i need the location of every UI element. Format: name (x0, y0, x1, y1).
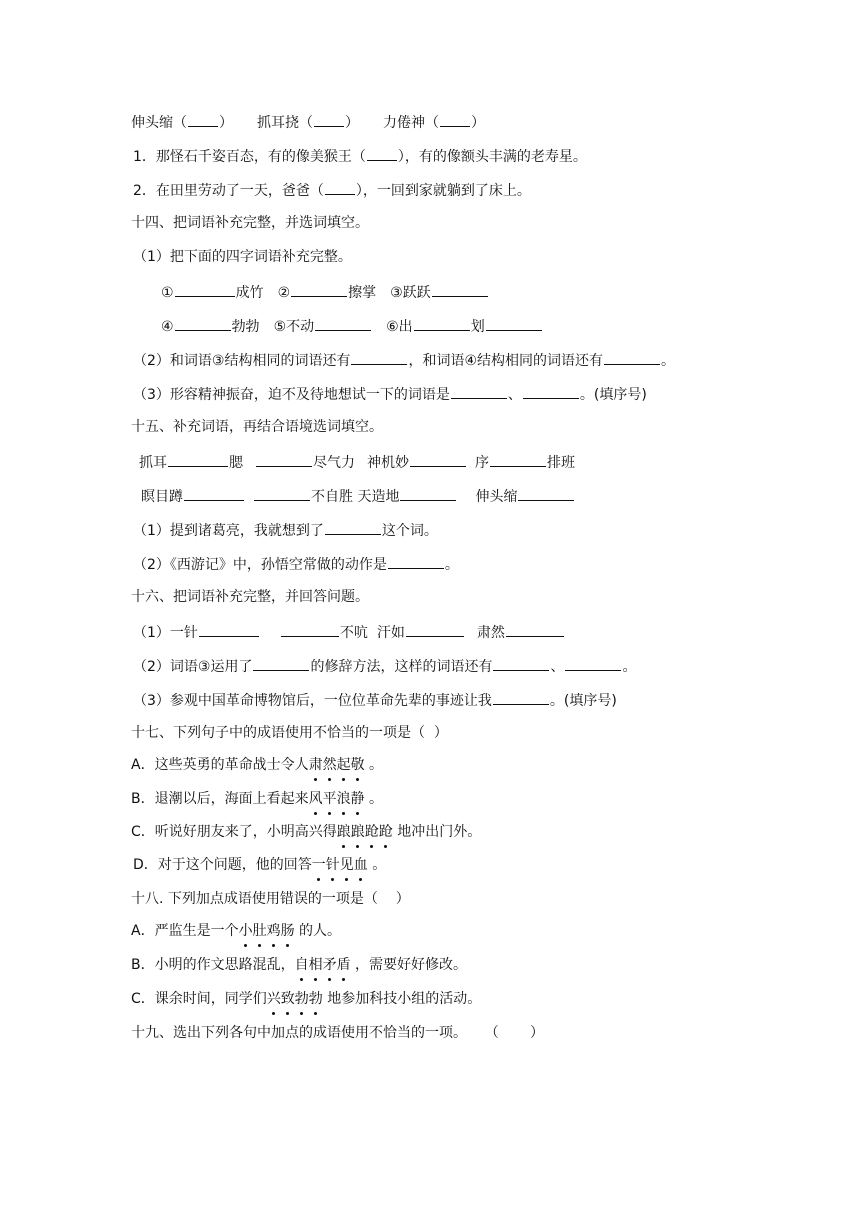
text-fragment: 。 (364, 757, 384, 773)
text-fragment: 。(填序号) (579, 387, 647, 403)
dotted-char: 肃 (308, 757, 323, 773)
text-fragment: （1）提到诸葛亮，我就想到了 (133, 523, 324, 539)
answer-blank[interactable] (188, 111, 218, 127)
answer-blank[interactable] (168, 451, 228, 467)
dotted-idiom (309, 791, 365, 807)
text-fragment: 伸头缩（ (131, 115, 187, 131)
text-fragment: C．课余时间，同学们 (131, 991, 267, 1007)
dotted-char: 跄 (378, 824, 393, 840)
option-17-c (131, 822, 481, 842)
section-14-heading: 十四、把词语补充完整，并选词填空。 (131, 215, 369, 231)
text-fragment: B．退潮以后，海面上看起来 (131, 791, 309, 807)
text-fragment: 勃勃 (231, 319, 260, 335)
text-fragment: ），有的像额头丰满的老寿星。 (397, 149, 587, 165)
dotted-char: 浪 (336, 791, 351, 807)
answer-blank[interactable] (351, 349, 407, 365)
answer-blank[interactable] (388, 553, 444, 569)
dotted-char: 然 (322, 757, 337, 773)
section-17-heading: 十七、下列句子中的成语使用不恰当的一项是（ ） (131, 725, 448, 741)
answer-blank[interactable] (367, 145, 397, 161)
answer-blank[interactable] (406, 621, 464, 637)
text-fragment: D．对于这个问题，他的回答 (133, 857, 312, 873)
section-19-heading: 十九、选出下列各句中加点的成语使用不恰当的一项。 （ ） (131, 1025, 544, 1041)
text-fragment: 。 (364, 791, 384, 807)
text-fragment: 成竹 (235, 285, 264, 301)
text-fragment: 抓耳挠（ (257, 115, 313, 131)
dotted-char: 见 (339, 857, 354, 873)
text-fragment: 肃然 (476, 625, 505, 641)
text-fragment: 力倦神（ (383, 115, 439, 131)
answer-blank[interactable] (493, 655, 549, 671)
idiom-row-4 (141, 485, 575, 505)
text-fragment: 2．在田里劳动了一天，爸爸（ (133, 183, 324, 199)
question-16-2 (133, 655, 636, 675)
text-fragment: （3）形容精神振奋，迫不及待地想试一下的词语是 (133, 387, 450, 403)
text-fragment: 、 (550, 659, 565, 675)
dotted-char: 肠 (280, 923, 295, 939)
text-fragment: 不吭 汗如 (339, 625, 405, 641)
dotted-char: 一 (311, 857, 326, 873)
text-fragment: 1．那怪石千姿百态，有的像美猴王（ (133, 149, 366, 165)
answer-blank[interactable] (432, 281, 488, 297)
text-fragment: C．听说好朋友来了，小明高兴得 (131, 824, 337, 840)
idiom-fill-row (131, 111, 485, 131)
text-fragment: 不自胜 天造地 (311, 489, 400, 505)
sentence-2 (133, 179, 531, 199)
text-fragment: ⑥出 (386, 319, 413, 335)
option-18-a (131, 921, 341, 941)
question-14-3 (133, 383, 647, 403)
answer-blank[interactable] (281, 621, 339, 637)
text-fragment: （1）一针 (133, 625, 198, 641)
dotted-char: 风 (308, 791, 323, 807)
text-fragment: 神机妙 (367, 455, 409, 471)
answer-blank[interactable] (523, 383, 579, 399)
text-fragment: （2）《西游记》中，孙悟空常做的动作是 (133, 557, 387, 573)
dotted-char: 鸡 (266, 923, 281, 939)
text-fragment: 瞑目蹲 (141, 489, 183, 505)
dotted-char: 起 (336, 757, 351, 773)
text-fragment: B．小明的作文思路混乱， (131, 957, 295, 973)
dotted-char: 矛 (322, 957, 337, 973)
answer-blank[interactable] (410, 451, 466, 467)
answer-blank[interactable] (414, 315, 470, 331)
answer-blank[interactable] (256, 451, 312, 467)
dotted-char: 肚 (252, 923, 267, 939)
text-fragment: 腮 (229, 455, 243, 471)
dotted-char: 小 (238, 923, 253, 939)
dotted-char: 敬 (350, 757, 365, 773)
text-fragment: （2）词语③运用了 (133, 659, 253, 675)
answer-blank[interactable] (451, 383, 507, 399)
idiom-row-1 (161, 281, 489, 301)
question-16-1 (133, 621, 565, 641)
text-fragment: 伸头缩 (475, 489, 518, 505)
text-fragment: 划 (470, 319, 485, 335)
dotted-char: 盾 (336, 957, 351, 973)
answer-blank[interactable] (254, 485, 310, 501)
text-fragment: ，需要好好修改。 (350, 957, 468, 973)
option-17-d (133, 855, 386, 875)
option-17-b (131, 789, 383, 809)
section-15-heading: 十五、补充词语，再结合语境选词填空。 (131, 419, 383, 435)
dotted-char: 自 (294, 957, 309, 973)
dotted-char: 勃 (294, 991, 309, 1007)
text-fragment: 这个词。 (381, 523, 438, 539)
text-fragment: ③跃跃 (390, 285, 431, 301)
sentence-1 (133, 145, 587, 165)
answer-blank[interactable] (175, 281, 235, 297)
dotted-char: 勃 (308, 991, 323, 1007)
dotted-idiom (309, 757, 365, 773)
dotted-char: 平 (322, 791, 337, 807)
answer-blank[interactable] (253, 655, 309, 671)
question-15-2 (133, 553, 459, 573)
answer-blank[interactable] (493, 689, 549, 705)
text-fragment: （2）和词语③结构相同的词语还有 (133, 353, 351, 369)
answer-blank[interactable] (565, 655, 621, 671)
text-fragment: 擦掌 (348, 285, 377, 301)
answer-blank[interactable] (440, 111, 470, 127)
text-fragment: 。 (444, 557, 459, 573)
dotted-char: 血 (353, 857, 368, 873)
answer-blank[interactable] (604, 349, 660, 365)
answer-blank[interactable] (314, 111, 344, 127)
text-fragment: 。(填序号) (549, 693, 617, 709)
dotted-char: 踉 (350, 824, 365, 840)
idiom-row-3 (139, 451, 575, 471)
text-fragment: A．这些英勇的革命战士令人 (131, 757, 309, 773)
text-fragment: ④ (161, 319, 174, 335)
dotted-char: 跄 (364, 824, 379, 840)
text-fragment: 抓耳 (139, 455, 167, 471)
text-fragment: 地参加科技小组的活动。 (322, 991, 482, 1007)
answer-blank[interactable] (199, 621, 259, 637)
text-fragment: ，和词语④结构相同的词语还有 (408, 353, 604, 369)
text-fragment: ） (219, 115, 233, 131)
option-18-b (131, 955, 467, 975)
text-fragment: ② (277, 285, 291, 301)
text-fragment: 。 (622, 659, 637, 675)
dotted-char: 兴 (266, 991, 281, 1007)
text-fragment: ），一回到家就躺到了床上。 (355, 183, 531, 199)
dotted-char: 致 (280, 991, 295, 1007)
text-fragment: 的修辞方法，这样的词语还有 (310, 659, 493, 675)
dotted-idiom (337, 824, 393, 840)
text-fragment: ） (345, 115, 359, 131)
text-fragment: ） (471, 115, 485, 131)
text-fragment: （3）参观中国革命博物馆后，一位位革命先辈的事迹让我 (133, 693, 492, 709)
dotted-idiom (267, 991, 323, 1007)
idiom-row-2 (161, 315, 543, 335)
text-fragment: 的人。 (294, 923, 342, 939)
answer-blank[interactable] (506, 621, 564, 637)
answer-blank[interactable] (315, 315, 371, 331)
answer-blank[interactable] (490, 451, 546, 467)
answer-blank[interactable] (518, 485, 574, 501)
answer-blank[interactable] (175, 315, 231, 331)
answer-blank[interactable] (400, 485, 456, 501)
dotted-char: 踉 (336, 824, 351, 840)
dotted-idiom (312, 857, 368, 873)
text-fragment: ⑤不动 (273, 319, 315, 335)
option-17-a (131, 755, 383, 775)
dotted-char: 相 (308, 957, 323, 973)
section-18-heading: 十八. 下列加点成语使用错误的一项是（ ） (131, 891, 410, 907)
answer-blank[interactable] (325, 519, 381, 535)
text-fragment: 。 (367, 857, 387, 873)
text-fragment: 排班 (547, 455, 575, 471)
dotted-idiom (239, 923, 295, 939)
answer-blank[interactable] (184, 485, 244, 501)
question-14-2 (133, 349, 675, 369)
answer-blank[interactable] (291, 281, 347, 297)
text-fragment: 、 (507, 387, 522, 403)
dotted-idiom (295, 957, 351, 973)
text-fragment: A．严监生是一个 (131, 923, 239, 939)
text-fragment: 。 (661, 353, 676, 369)
section-16-heading: 十六、把词语补充完整，并回答问题。 (131, 589, 369, 605)
dotted-char: 针 (325, 857, 340, 873)
option-18-c (131, 989, 481, 1009)
text-fragment: 尽气力 (313, 455, 355, 471)
dotted-char: 静 (350, 791, 365, 807)
text-fragment: 地冲出门外。 (392, 824, 482, 840)
question-16-3 (133, 689, 617, 709)
text-fragment: ① (161, 285, 174, 301)
answer-blank[interactable] (325, 179, 355, 195)
question-15-1 (133, 519, 438, 539)
text-fragment: 序 (475, 455, 489, 471)
question-14-1: （1）把下面的四字词语补充完整。 (133, 249, 352, 265)
answer-blank[interactable] (486, 315, 542, 331)
